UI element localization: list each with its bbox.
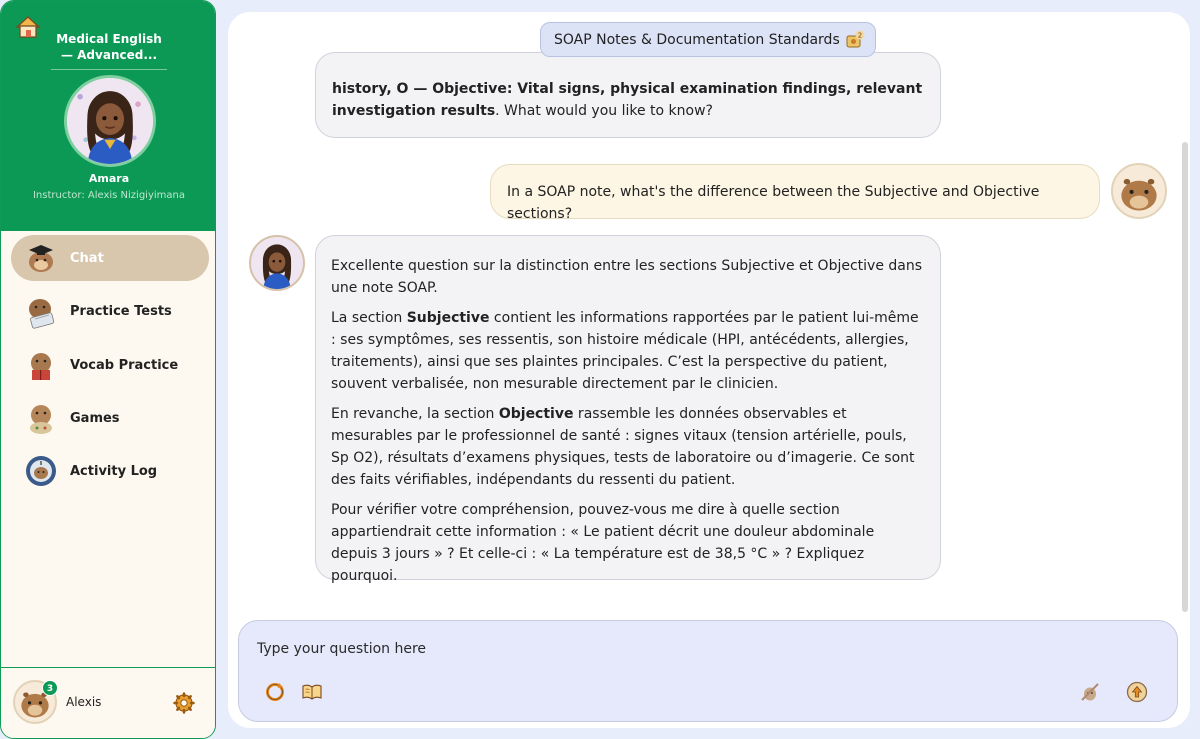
scrollbar[interactable] [1182,142,1188,612]
capybara-clock-icon [23,453,59,489]
gear-icon[interactable] [173,692,195,714]
message-input[interactable] [257,637,1137,661]
sidebar-item-activity-log[interactable] [11,448,209,494]
instructor-label: Instructor: Alexis Nizigiyimana [32,190,185,201]
capybara-book-icon [23,347,59,383]
topic-title: SOAP Notes & Documentation Standards [554,31,840,48]
sidebar [0,0,216,739]
message-composer [238,620,1178,722]
send-icon[interactable] [1126,681,1148,703]
home-icon[interactable] [15,15,41,39]
tutor-avatar [64,75,156,167]
notification-badge: 3 [42,680,58,696]
sidebar-item-label: Activity Log [70,463,158,479]
user-message-avatar [1111,163,1167,219]
capybara-graduate-icon [23,240,59,276]
bot-message: history, O — Objective: Vital signs, physical examination findings, relevant investigation results. What would you like to know? [315,52,941,138]
topic-badge-icon [845,30,865,50]
bot-message-avatar [249,235,305,291]
sidebar-item-vocab-practice[interactable] [11,342,209,388]
chat-panel [228,12,1190,728]
book-icon[interactable] [301,681,323,703]
sidebar-item-label: Vocab Practice [70,357,179,373]
user-message: In a SOAP note, what's the difference between the Subjective and Objective sections? [490,164,1100,219]
course-title: Medical English — Advanced... [56,32,162,62]
svg-text:2: 2 [857,31,863,40]
topic-header[interactable] [540,22,876,57]
capybara-games-icon [23,400,59,436]
sidebar-footer [1,667,216,739]
user-name: Alexis [66,695,102,709]
sidebar-item-games[interactable] [11,395,209,441]
sidebar-item-label: Chat [70,250,104,266]
mic-icon[interactable] [1079,681,1101,703]
tutor-name: Amara [88,172,130,185]
sidebar-item-label: Practice Tests [70,303,172,319]
sidebar-item-chat[interactable] [11,235,209,281]
bot-message: Excellente question sur la distinction entre les sections Subjective et Objective dans une note SOAP. La section Subjective contient les informations rapportées par le patient lui-même : ses symptômes, ses ressentis, son histoire médicale (HPI, antécédents, allergies, traitements), ainsi que ses plaintes principales. C’est la perspective du patient, souvent verbalisée, non mesurable directement par le clinicien. En revanche, la section Objective rassemble les données observables et mesurables par le professionnel de santé : signes vitaux (tension artérielle, pouls, Sp O2), résultats d’examens physiques, tests de laboratoire ou d’imagerie. Ce sont des faits vérifiables, indépendants du ressenti du patient. Pour vérifier votre compréhension, pouvez-vous me dire à quelle section appartiendrait cette information : « Le patient décrit une douleur abdominale depuis 3 jours » ? Et celle-ci : « La température est de 38,5 °C » ? Expliquez pourquoi. [315,235,941,580]
divider [51,69,167,70]
refresh-icon[interactable] [264,681,286,703]
capybara-writing-icon [23,293,59,329]
sidebar-item-label: Games [70,410,120,426]
sidebar-header [1,1,216,231]
sidebar-item-practice-tests[interactable] [11,288,209,334]
